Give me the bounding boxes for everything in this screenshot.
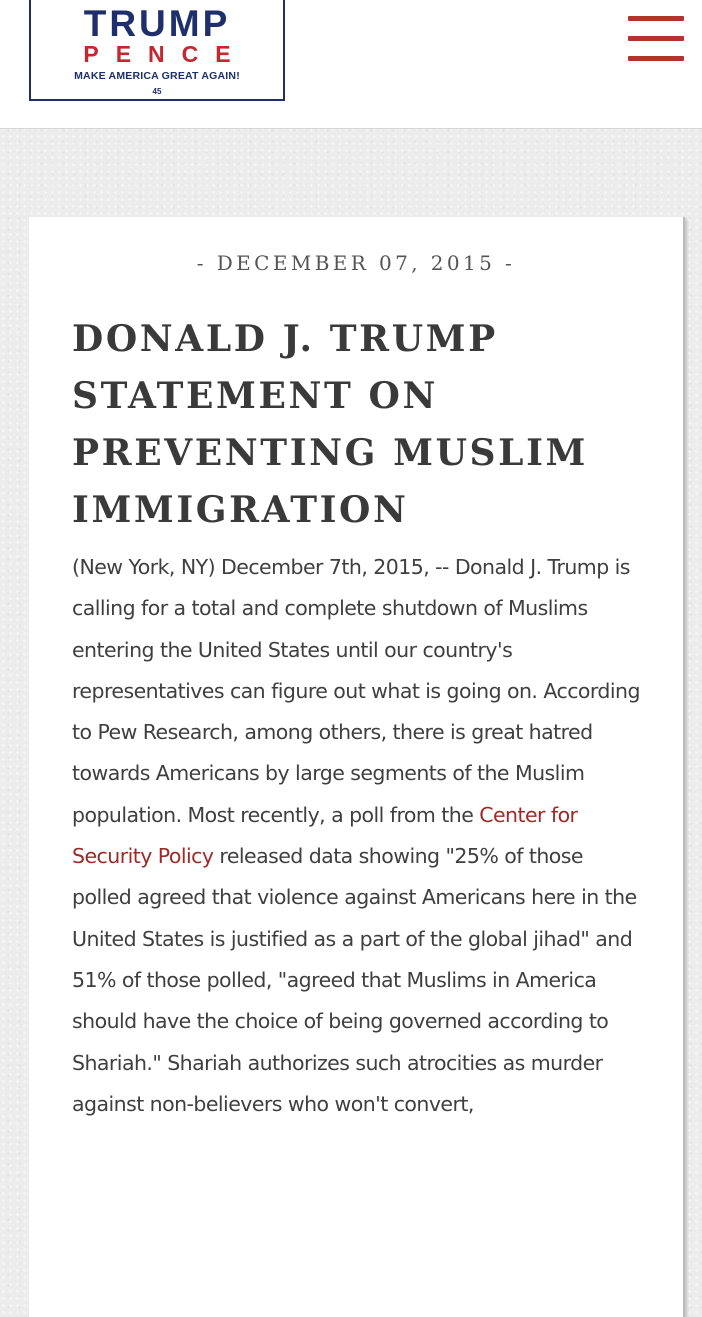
article-body: [72, 547, 642, 1125]
trump-pence-logo[interactable]: [29, 0, 285, 101]
logo-slogan: MAKE AMERICA GREAT AGAIN!: [74, 70, 240, 82]
center-for-security-policy-link[interactable]: Center for Security Policy: [72, 802, 578, 869]
article-date: - DECEMBER 07, 2015 -: [196, 251, 516, 275]
title-line: PREVENTING MUSLIM: [72, 432, 588, 474]
logo-trump-text: TRUMP: [83, 3, 231, 44]
hamburger-menu-icon[interactable]: [626, 15, 686, 63]
site-header: [0, 0, 702, 129]
body-text-after-link: released data showing "25% of those polled agreed that violence against Americans here in the United States is justified as a part of the global jihad" and 51% of those polled, "agreed that Muslims in America should have the choice of being governed according to Shariah." Shariah authorizes such atrocities as murder against non-believers who won't convert,: [72, 844, 637, 1116]
title-line: IMMIGRATION: [72, 489, 409, 531]
article-card: [29, 217, 685, 1317]
article-title: [72, 311, 652, 539]
menu-bar-bottom: [628, 56, 684, 61]
menu-bar-top: [628, 16, 684, 21]
logo-number: 45: [152, 87, 162, 96]
menu-bar-middle: [628, 36, 684, 41]
title-line: STATEMENT ON: [72, 375, 438, 417]
title-line: DONALD J. TRUMP: [72, 318, 498, 360]
body-text-before-link: (New York, NY) December 7th, 2015, -- Donald J. Trump is calling for a total and complete shutdown of Muslims entering the United States until our country's representatives can figure out what is going on. According to Pew Research, among others, there is great hatred towards Americans by large segments of the Muslim population. Most recently, a poll from the: [72, 555, 640, 827]
logo-pence-text: PENCE: [83, 41, 248, 67]
